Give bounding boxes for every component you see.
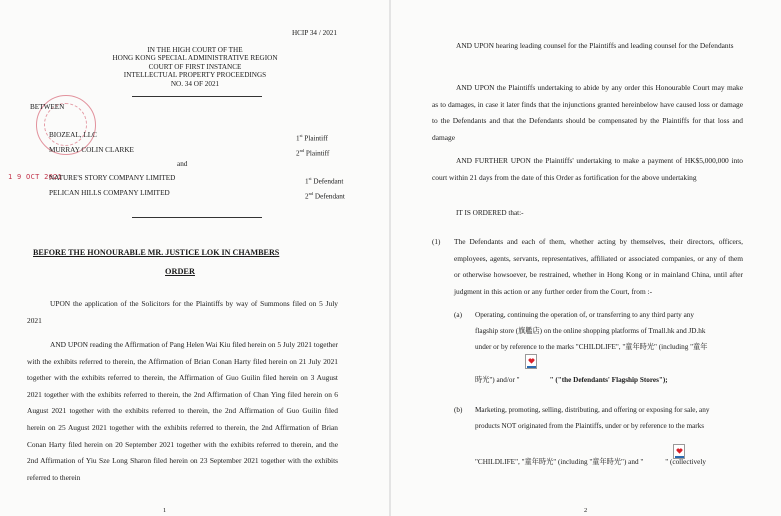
page-number: 1 [163,507,167,514]
party-role: 2nd Defendant [305,191,345,201]
sub-item-b-line: "CHILDLIFE", "童年時光" (including "童年時光") and " " (collectively [475,458,706,466]
court-line: IN THE HIGH COURT OF THE [147,46,243,54]
order-item-1: The Defendants and each of them, whether acting by themselves, their directors, officers, employees, agents, servants, representatives, affiliated or associated companies, or any of them or otherwise howsoever, be restrained, whether in Hong Kong or in mainland China, until after judgment in this action or any further order from the Court, from :- [454,237,743,296]
and-label: and [177,160,188,168]
item-number: (1) [432,238,441,246]
childlife-heart-logo [673,444,685,459]
case-reference: HCIP 34 / 2021 [291,29,337,37]
sub-item-b-line: Marketing, promoting, selling, distributing, and offering or exposing for sale, any [475,406,710,414]
sub-item-letter: (b) [454,406,463,414]
logo-bar [527,366,536,368]
childlife-heart-logo [525,354,537,369]
sub-item-a-line: under or by reference to the marks "CHILDLIFE", "童年時光" (including "童年 [475,343,708,351]
heart-icon [676,448,683,454]
court-line: NO. 34 OF 2021 [170,79,220,88]
sub-item-b-line: products NOT originated from the Plaintiffs, under or by reference to the marks [475,422,705,430]
recital-undertaking: AND UPON the Plaintiffs undertaking to abide by any order this Honourable Court may make as to damages, in case it later finds that the injunctions granted hereinbelow have caused loss or damage to the Defendants and that the Defendants should be compensated by the Plaintiffs for that loss and damage [432,83,743,142]
order-heading: ORDER [165,267,195,276]
document-page-1 [0,0,389,516]
sub-item-a-line: 時光") and/or " " ("the Defendants' Flagship Stores"); [475,376,668,384]
sub-item-a-line: flagship store (旗艦店) on the online shopping platforms of Tmall.hk and JD.hk [475,327,706,335]
party-name: MURRAY COLIN CLARKE [49,146,134,154]
party-name: NATURE'S STORY COMPANY LIMITED [49,174,176,182]
ordered-heading: IT IS ORDERED that:- [456,209,524,217]
recital-application: UPON the application of the Solicitors for the Plaintiffs by way of Summons filed on 5 July 2021 [27,299,338,325]
court-line: INTELLECTUAL PROPERTY PROCEEDINGS [123,71,267,80]
sub-item-letter: (a) [454,311,462,319]
judge-heading: BEFORE THE HONOURABLE MR. JUSTICE LOK IN CHAMBERS [33,248,280,257]
parties-divider [132,217,262,218]
court-line: HONG KONG SPECIAL ADMINISTRATIVE REGION [112,54,278,63]
sub-item-a-line: Operating, continuing the operation of, or transferring to any third party any [475,311,694,319]
between-label: BETWEEN [30,103,65,111]
heart-icon [528,358,535,364]
party-role: 2nd Plaintiff [296,148,330,158]
recital-payment: AND FURTHER UPON the Plaintiffs' undertaking to make a payment of HK$5,000,000 into court within 21 days from the date of this Order as fortification for the above undertaking [432,156,743,182]
party-role: 1st Defendant [305,176,344,186]
recital-hearing: AND UPON hearing leading counsel for the Plaintiffs and leading counsel for the Defendants [456,41,734,50]
party-name: PELICAN HILLS COMPANY LIMITED [49,189,170,197]
filing-date-stamp: 1 9 OCT 2021 [8,173,63,181]
page-number: 2 [584,507,588,514]
recital-affirmations: AND UPON reading the Affirmation of Pang Helen Wai Kiu filed herein on 5 July 2021 together with the exhibits referred to therein, the Affirmation of Brian Conan Harty filed herein on 21 July 2021 together with the exhibits referred to therein, the Affirmation of Guo Guilin filed herein on 3 August 2021 together with the exhibits referred to therein, the 2nd Affirmation of Chan Ying filed herein on 6 August 2021 together with the exhibits referred to therein, the 2nd Affirmation of Guo Guilin filed herein on 25 August 2021 together with the exhibits referred to therein, the 2nd Affirmation of Brian Conan Harty filed herein on 20 September 2021 together with the exhibits referred to therein, and the 2nd Affirmation of Yiu Sze Long Sharon filed herein on 23 September 2021 together with the exhibits referred to therein [27,340,338,482]
party-role: 1st Plaintiff [296,133,328,143]
court-heading [80,46,310,88]
party-name: BIOZEAL, LLC [49,131,97,139]
court-line: COURT OF FIRST INSTANCE [148,62,242,71]
heading-divider [132,96,262,97]
document-page-2 [391,0,781,516]
